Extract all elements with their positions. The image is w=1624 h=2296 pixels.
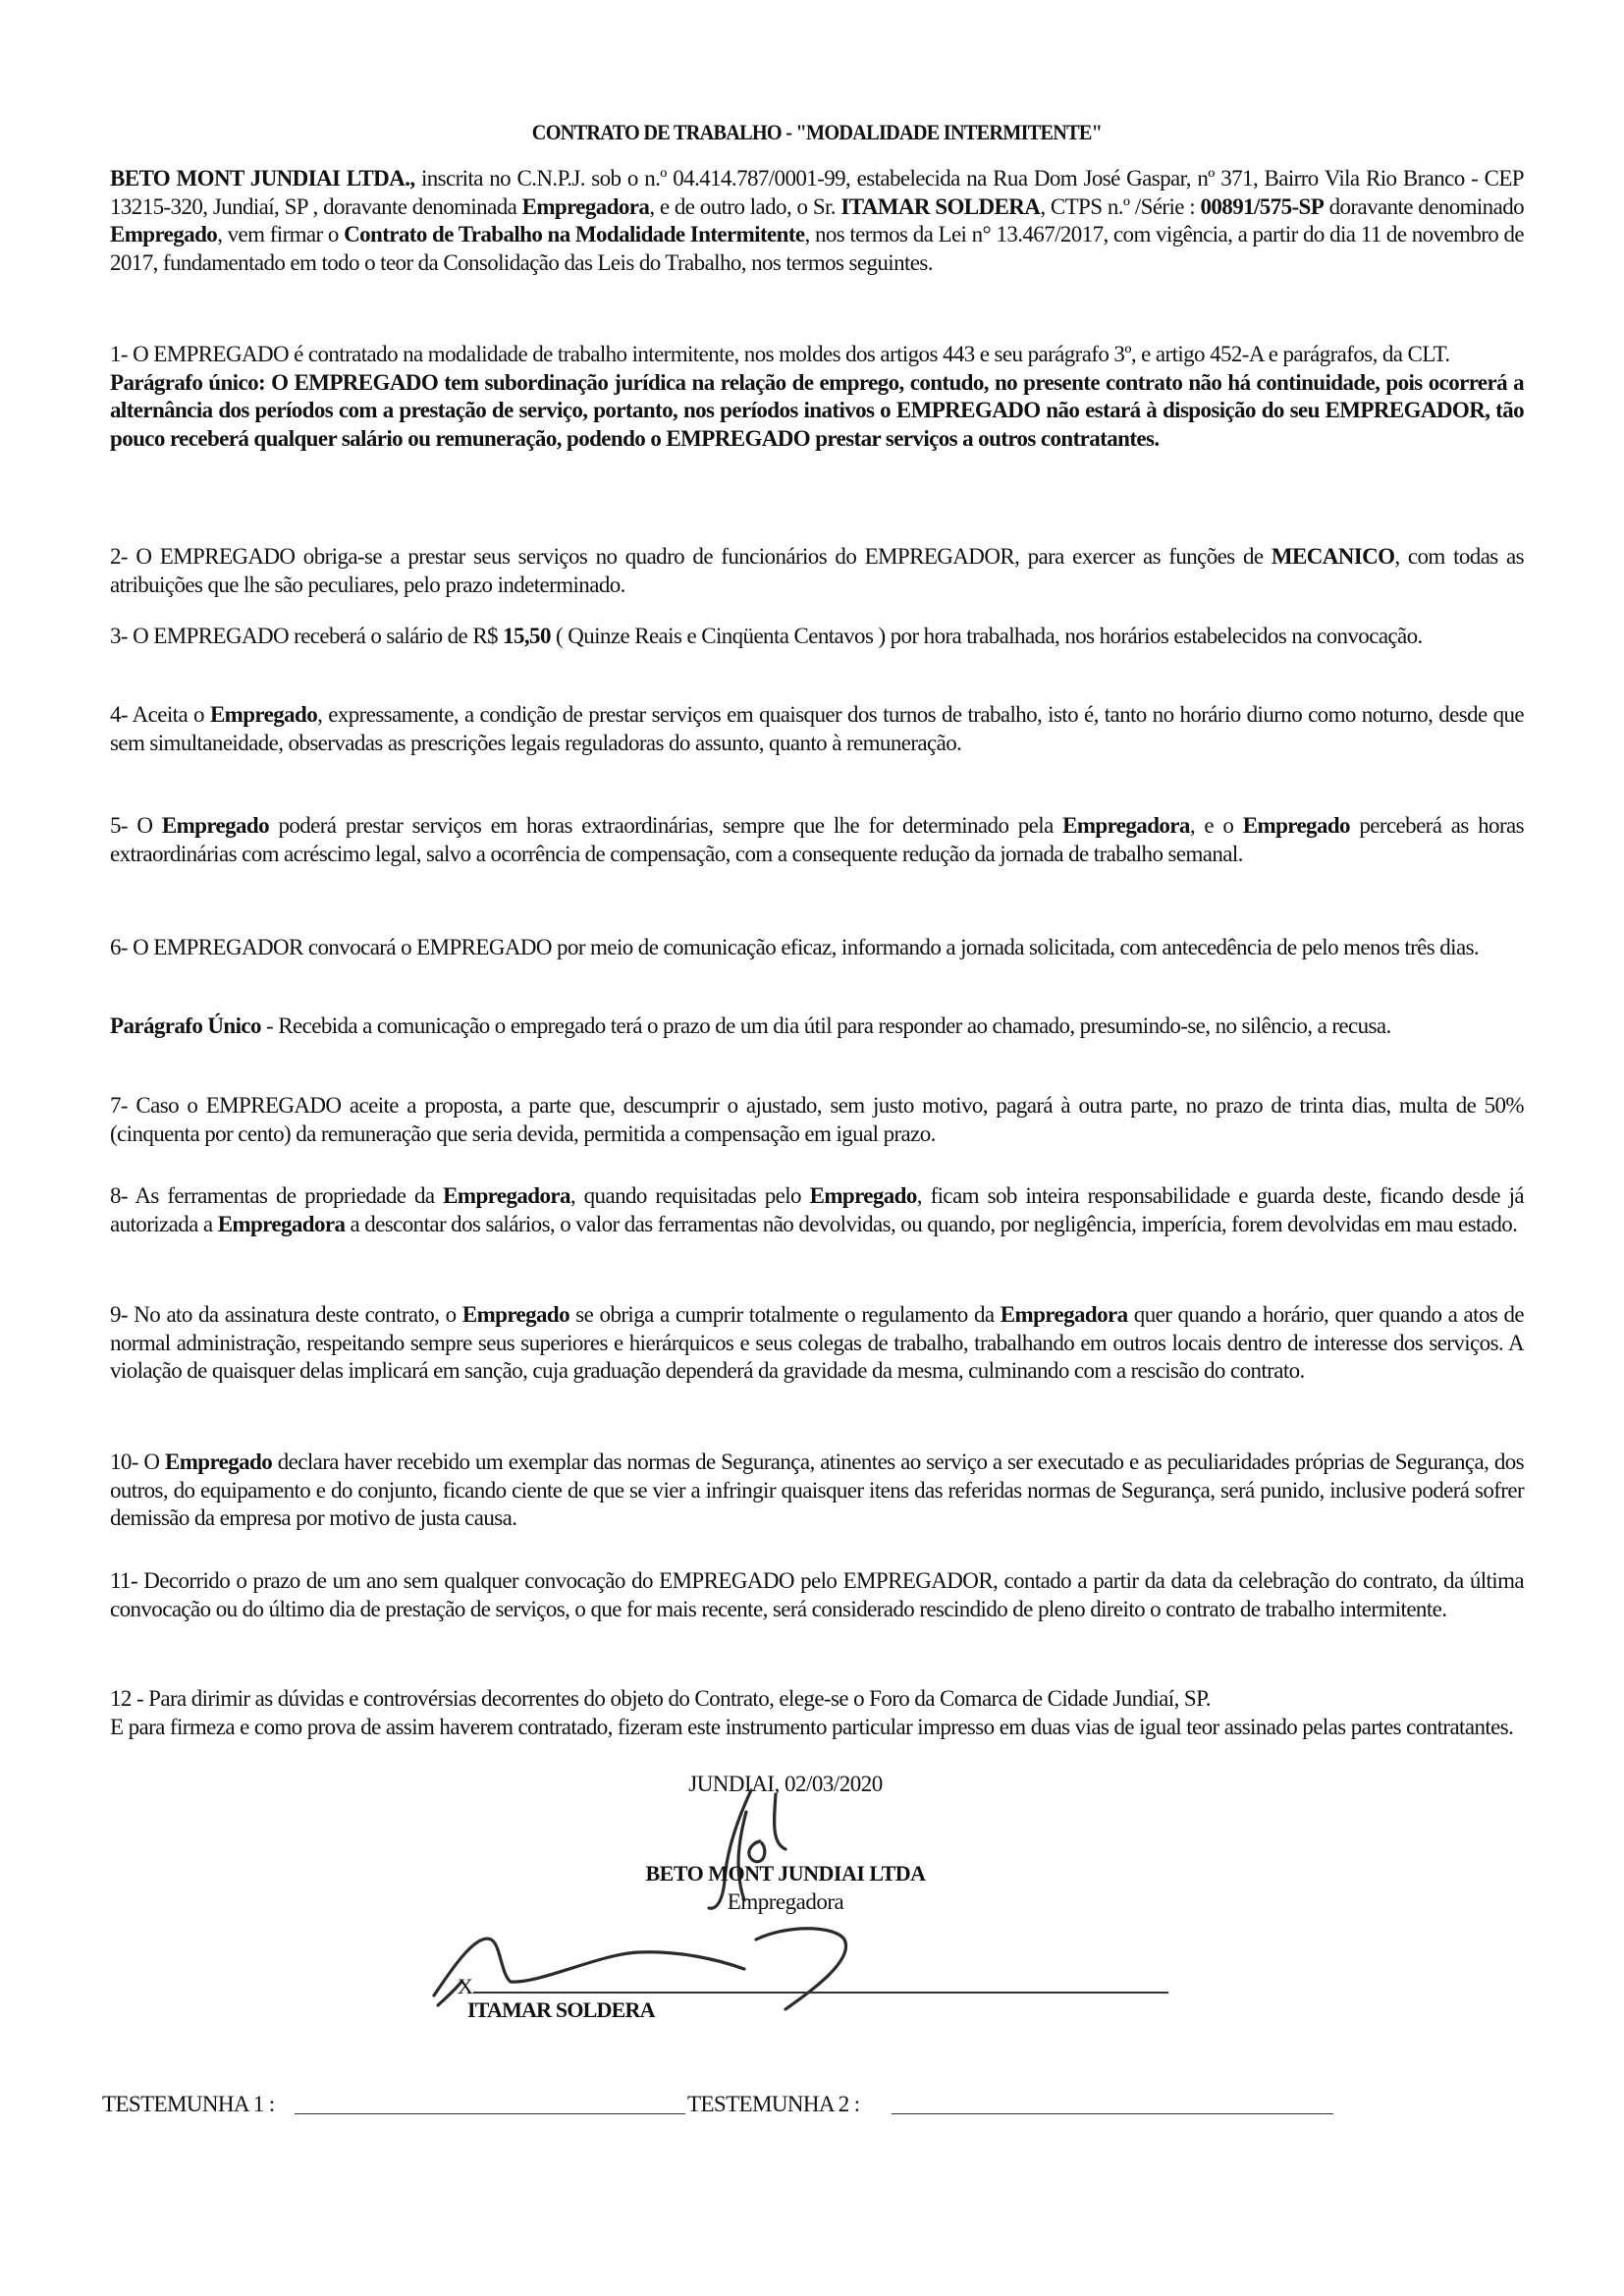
bold-text-run: Empregadora bbox=[1062, 813, 1190, 838]
bold-text-run: MECANICO bbox=[1271, 544, 1395, 569]
bold-text-run: Parágrafo Único bbox=[110, 1013, 261, 1038]
clause-4 bbox=[110, 701, 1524, 757]
clause-5 bbox=[110, 812, 1524, 868]
bold-text-run: ITAMAR SOLDERA bbox=[840, 193, 1041, 219]
clause-1 bbox=[110, 341, 1524, 453]
text-run: , e de outro lado, o Sr. bbox=[649, 193, 841, 219]
bold-text-run: Contrato de Trabalho na Modalidade Intermitente bbox=[344, 222, 805, 246]
text-run: , e o bbox=[1189, 813, 1243, 838]
text-run: , com todas as atribuições que lhe são peculiares, pelo prazo indeterminado. bbox=[110, 544, 1524, 597]
text-run: - Recebida a comunicação o empregado terá o prazo de um dia útil para responder ao chamado, presumindo-se, no silêncio, a recusa. bbox=[260, 1013, 1391, 1038]
contract-title: CONTRATO DE TRABALHO - "MODALIDADE INTERMITENTE" bbox=[531, 120, 1103, 144]
text-run: 11- Decorrido o prazo de um ano sem qualquer convocação do EMPREGADO pelo EMPREGADOR, contado a partir da data da celebração do contrato, da última convocação ou do último dia de prestação de serviços, o que for mais recente, será considerado rescindido de pleno direito o contrato de trabalho intermitente. bbox=[110, 1568, 1524, 1621]
employee-name: ITAMAR SOLDERA bbox=[467, 1997, 655, 2022]
text-run: perceberá as horas extraordinárias com acréscimo legal, salvo a ocorrência de compensação, com a consequente redução da jornada de trabalho semanal. bbox=[110, 813, 1524, 866]
bold-text-run: Empregadora bbox=[217, 1211, 346, 1236]
clause-12 bbox=[110, 1685, 1524, 1741]
preamble bbox=[110, 165, 1524, 277]
text-run: , nos termos da Lei n° 13.467/2017, com vigência, a partir do dia 11 de novembro de 2017, fundamentado em todo o teor da Consolidação das Leis do Trabalho, nos termos seguintes. bbox=[110, 222, 1525, 275]
clause-7 bbox=[110, 1092, 1524, 1148]
text-run: ( Quinze Reais e Cinqüenta Centavos ) por hora trabalhada, nos horários estabelecidos na convocação. bbox=[550, 624, 1423, 648]
bold-text-run: Empregadora bbox=[443, 1183, 570, 1208]
bold-text-run: Empregadora bbox=[521, 193, 650, 219]
text-run: 7- Caso o EMPREGADO aceite a proposta, a parte que, descumprir o ajustado, sem justo motivo, pagará à outra parte, no prazo de trinta dias, multa de 50% (cinquenta por cento) da remuneração que seria devida, permitida a compensação em igual prazo. bbox=[110, 1093, 1524, 1146]
employer-role: Empregadora bbox=[727, 1889, 844, 1914]
bold-text-run: Empregado bbox=[209, 702, 318, 727]
text-run: 3- O EMPREGADO receberá o salário de R$ bbox=[110, 624, 504, 648]
text-run: doravante denominado bbox=[1324, 193, 1524, 219]
witness-2-line[interactable] bbox=[892, 2113, 1333, 2114]
employee-signature-line bbox=[473, 1992, 1168, 1994]
bold-text-run: Empregado bbox=[164, 1449, 273, 1474]
bold-text-run: Empregado bbox=[110, 222, 218, 246]
text-run: 4- Aceita o bbox=[110, 702, 210, 727]
text-run: a descontar dos salários, o valor das ferramentas não devolvidas, ou quando, por negligência, imperícia, forem devolvidas em mau estado. bbox=[345, 1211, 1518, 1236]
clause-2 bbox=[110, 543, 1524, 599]
bold-text-run: Empregadora bbox=[1000, 1302, 1128, 1327]
text-run: , vem firmar o bbox=[217, 222, 345, 246]
witness-1-label: TESTEMUNHA 1 : bbox=[102, 2092, 275, 2116]
text-run: poderá prestar serviços em horas extraordinárias, sempre que lhe for determinado pela bbox=[269, 813, 1063, 838]
clause-6-paragraph-unico bbox=[110, 1012, 1524, 1041]
text-run: 10- O bbox=[110, 1449, 165, 1474]
bold-text-run: Empregado bbox=[161, 813, 270, 838]
bold-text-run: BETO MONT JUNDIAI LTDA., bbox=[110, 166, 415, 191]
text-run: 6- O EMPREGADOR convocará o EMPREGADO por meio de comunicação eficaz, informando a jornada solicitada, com antecedência de pelo menos três dias. bbox=[110, 935, 1480, 959]
bold-text-run: Empregado bbox=[461, 1302, 570, 1327]
text-run: , expressamente, a condição de prestar serviços em quaisquer dos turnos de trabalho, isto é, tanto no horário diurno como noturno, desde que sem simultaneidade, observadas as prescrições legais reguladoras do assunto, quanto à remuneração. bbox=[110, 702, 1524, 755]
bold-text-run: Empregado bbox=[1242, 813, 1350, 838]
employee-mark: X bbox=[458, 1974, 473, 1998]
text-run: 1- O EMPREGADO é contratado na modalidade de trabalho intermitente, nos moldes dos artigos 443 e seu parágrafo 3º, e artigo 452-A e parágrafos, da CLT. bbox=[110, 342, 1450, 366]
text-run: , CTPS n.º /Série : bbox=[1040, 193, 1201, 219]
text-run: 8- As ferramentas de propriedade da bbox=[110, 1183, 444, 1208]
text-run: 5- O bbox=[110, 813, 162, 838]
text-run: , ficam sob inteira responsabilidade e guarda deste, ficando desde já autorizada a bbox=[110, 1183, 1524, 1236]
text-run: 12 - Para dirimir as dúvidas e controvérsias decorrentes do objeto do Contrato, elege-se o Foro da Comarca de Cidade Jundiaí, SP. bbox=[110, 1686, 1211, 1711]
text-run: , quando requisitadas pelo bbox=[569, 1183, 810, 1208]
text-run: declara haver recebido um exemplar das normas de Segurança, atinentes ao serviço a ser executado e as peculiaridades próprias de Segurança, dos outros, do equipamento e do conjunto, ficando ciente de que se vier a infringir quaisquer itens das referidas normas de Segurança, será punido, inclusive poderá sofrer demissão da empresa por motivo de justa causa. bbox=[110, 1449, 1524, 1530]
bold-text-run: 15,50 bbox=[503, 624, 551, 648]
place-date: JUNDIAI, 02/03/2020 bbox=[688, 1772, 883, 1796]
witness-1-line[interactable] bbox=[295, 2113, 685, 2114]
bold-text-run: Parágrafo único: O EMPREGADO tem subordinação jurídica na relação de emprego, contudo, no presente contrato não há continuidade, pois ocorrerá a alternância dos períodos com a prestação de serviço, portanto, nos períodos inativos o EMPREGADO não estará à disposição do seu EMPREGADOR, tão pouco receberá qualquer salário ou remuneração, podendo o EMPREGADO prestar serviços a outros contratantes. bbox=[110, 369, 1524, 451]
clause-3 bbox=[110, 623, 1524, 651]
text-run: inscrita no C.N.P.J. sob o n.º 04.414.787/0001-99, estabelecida na Rua Dom José Gaspar, nº 371, Bairro Vila Rio Branco - CEP 13215-320, Jundiaí, SP , doravante denominada bbox=[110, 166, 1524, 219]
employer-name: BETO MONT JUNDIAI LTDA bbox=[645, 1861, 926, 1886]
text-run: 9- No ato da assinatura deste contrato, o bbox=[110, 1302, 462, 1327]
text-run: quer quando a horário, quer quando a atos de normal administração, respeitando sempre seus superiores e hierárquicos e seus colegas de trabalho, trabalhando em outros locais dentro de interesse dos serviços. A violação de quaisquer delas implicará em sanção, cuja graduação dependerá da gravidade da mesma, culminando com a rescisão do contrato. bbox=[110, 1302, 1524, 1383]
text-run: 2- O EMPREGADO obriga-se a prestar seus serviços no quadro de funcionários do EMPREGADOR, para exercer as funções de bbox=[110, 544, 1272, 569]
clause-11 bbox=[110, 1567, 1524, 1623]
text-run: E para firmeza e como prova de assim haverem contratado, fizeram este instrumento particular impresso em duas vias de igual teor assinado pelas partes contratantes. bbox=[110, 1714, 1514, 1739]
bold-text-run: 00891/575-SP bbox=[1200, 193, 1325, 219]
witness-2-label: TESTEMUNHA 2 : bbox=[687, 2092, 860, 2116]
clause-8 bbox=[110, 1182, 1524, 1238]
bold-text-run: Empregado bbox=[809, 1183, 917, 1208]
clause-6 bbox=[110, 934, 1524, 962]
text-run: se obriga a cumprir totalmente o regulamento da bbox=[569, 1302, 1001, 1327]
clause-10 bbox=[110, 1449, 1524, 1533]
clause-9 bbox=[110, 1301, 1524, 1386]
